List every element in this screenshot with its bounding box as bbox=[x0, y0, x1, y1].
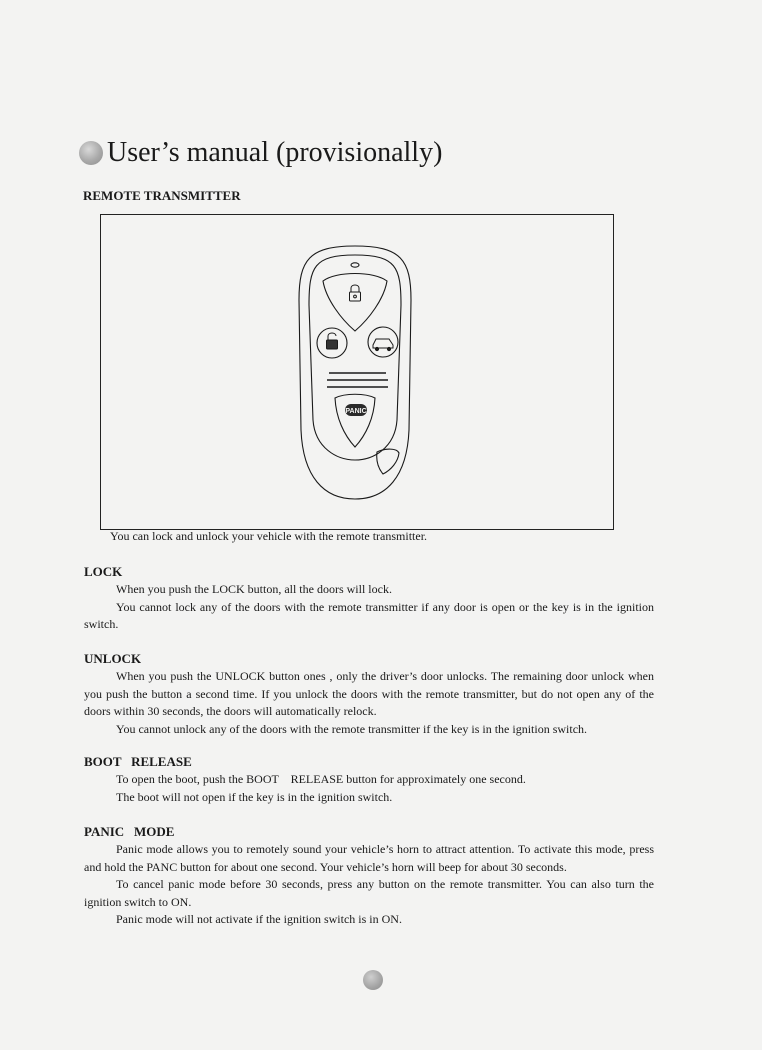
figure-caption: You can lock and unlock your vehicle with the remote transmitter. bbox=[110, 529, 428, 543]
title-bullet-icon bbox=[79, 141, 103, 165]
page-mark-icon bbox=[363, 970, 383, 990]
lock-section bbox=[84, 563, 654, 634]
unlock-icon bbox=[327, 333, 338, 349]
panic-heading: PANIC MODE bbox=[84, 824, 175, 839]
panic-paragraph: Panic mode will not activate if the ignition switch is in ON. bbox=[116, 912, 402, 926]
lock-paragraph: When you push the LOCK button, all the doors will lock. bbox=[116, 582, 392, 596]
unlock-paragraph: When you push the UNLOCK button ones , only the driver’s door unlocks. The remaining door unlock when you push the button a second time. If you unlock the doors with the remote transmitter, but do not open any of the doors within 30 seconds, the doors will automatically relock. bbox=[84, 669, 654, 718]
boot-paragraph: To open the boot, push the BOOT RELEASE button for approximately one second. bbox=[116, 772, 526, 786]
panic-paragraph: To cancel panic mode before 30 seconds, press any button on the remote transmitter. You can also turn the ignition switch to ON. bbox=[84, 877, 654, 909]
panic-button-label: PANIC bbox=[345, 408, 367, 415]
page-title: User’s manual (provisionally) bbox=[107, 137, 443, 168]
boot-heading: BOOT RELEASE bbox=[84, 754, 192, 769]
panic-icon bbox=[345, 404, 367, 416]
lock-paragraph: You cannot lock any of the doors with the remote transmitter if any door is open or the key is in the ignition switch. bbox=[84, 599, 654, 631]
boot-paragraph: The boot will not open if the key is in the ignition switch. bbox=[116, 789, 393, 804]
lock-icon bbox=[350, 285, 361, 301]
remote-figure bbox=[100, 214, 614, 543]
panic-section bbox=[84, 823, 654, 929]
boot-section bbox=[84, 753, 654, 806]
unlock-paragraph: You cannot unlock any of the doors with the remote transmitter if the key is in the ignition switch. bbox=[116, 721, 588, 736]
panic-paragraph: Panic mode allows you to remotely sound your vehicle’s horn to attract attention. To activate this mode, press and hold the PANC button for about one second. Your vehicle’s horn will beep for about 30 seconds. bbox=[84, 842, 654, 874]
section-subtitle: REMOTE TRANSMITTER bbox=[83, 188, 241, 203]
lock-heading: LOCK bbox=[84, 564, 123, 579]
unlock-heading: UNLOCK bbox=[84, 651, 142, 666]
remote-transmitter-illustration bbox=[101, 215, 613, 529]
boot-release-icon bbox=[373, 339, 393, 351]
unlock-section bbox=[84, 650, 654, 738]
